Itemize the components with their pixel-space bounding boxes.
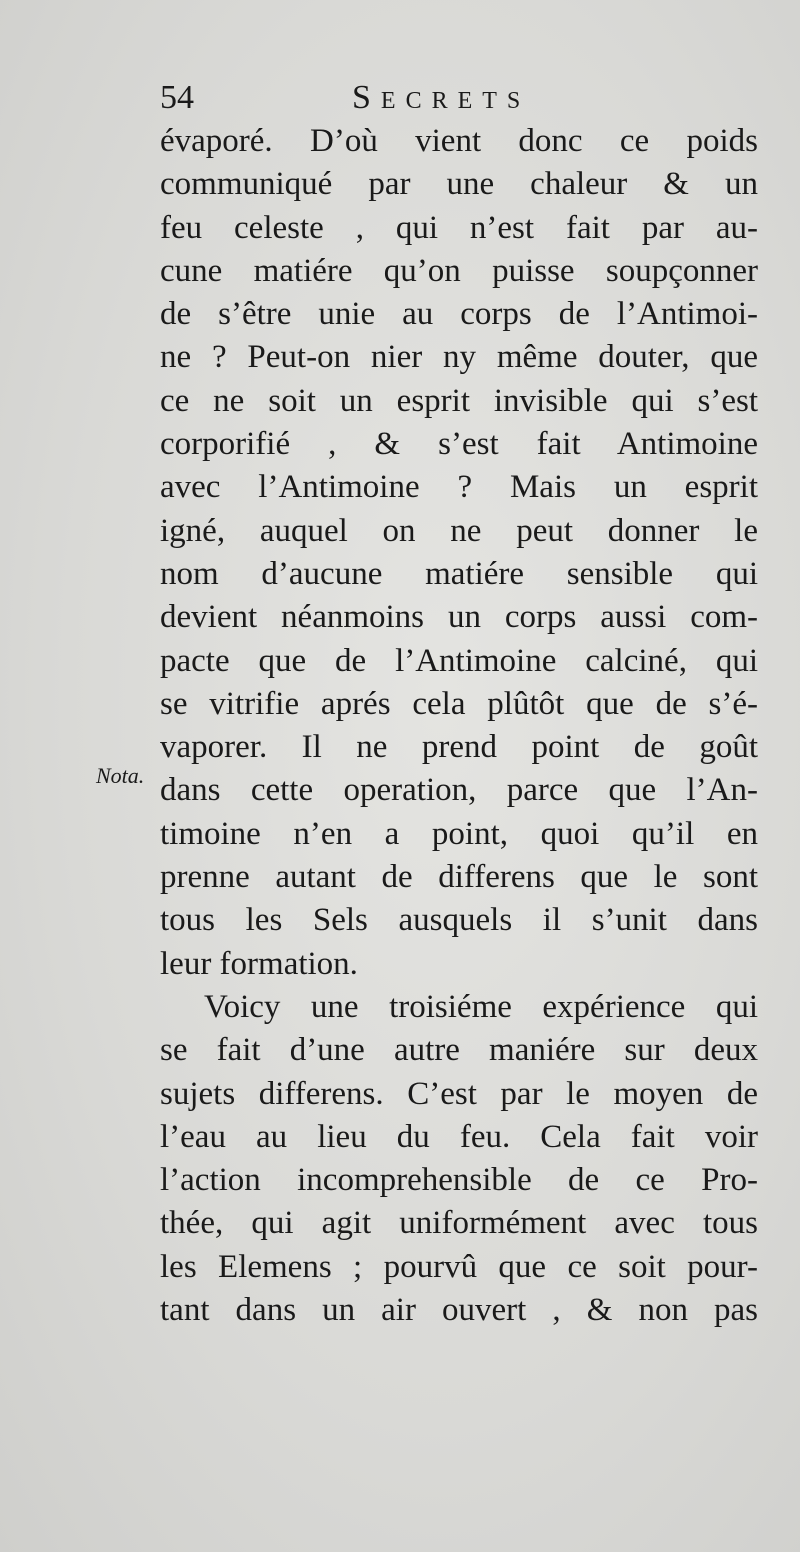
text-line: ce ne soit un esprit invisible qui s’est <box>160 382 758 419</box>
text-line: se fait d’une autre maniére sur deux <box>160 1032 758 1069</box>
text-line: corporifié , & s’est fait Antimoine <box>160 426 758 463</box>
text-line: vaporer. Il ne prend point de goût <box>160 729 758 766</box>
page-number: 54 <box>160 79 194 116</box>
text-line: tant dans un air ouvert , & non pas <box>160 1292 758 1329</box>
text-line: igné, auquel on ne peut donner le <box>160 512 758 549</box>
text-line: pacte que de l’Antimoine calciné, qui <box>160 642 758 679</box>
page-header <box>160 72 630 122</box>
text-line: communiqué par une chaleur & un <box>160 166 758 203</box>
text-line: prenne autant de differens que le sont <box>160 859 758 896</box>
text-line: évaporé. D’où vient donc ce poids <box>160 123 758 159</box>
text-line: se vitrifie aprés cela plûtôt que de s’é- <box>160 685 758 722</box>
text-line: devient néanmoins un corps aussi com- <box>160 599 758 636</box>
text-line: timoine n’en a point, quoi qu’il en <box>160 815 758 852</box>
text-line: l’action incomprehensible de ce Pro- <box>160 1162 758 1199</box>
running-head: Secrets <box>352 79 531 116</box>
text-line: dans cette operation, parce que l’An- <box>160 772 758 809</box>
text-line: thée, qui agit uniformément avec tous <box>160 1205 758 1242</box>
text-line: les Elemens ; pourvû que ce soit pour- <box>160 1248 758 1285</box>
text-line: avec l’Antimoine ? Mais un esprit <box>160 469 758 506</box>
margin-note: Nota. <box>96 763 145 788</box>
text-line: tous les Sels ausquels il s’unit dans <box>160 902 758 939</box>
text-line: l’eau au lieu du feu. Cela fait voir <box>160 1118 758 1155</box>
text-line-paragraph-end: leur formation. <box>160 945 358 982</box>
text-line: de s’être unie au corps de l’Antimoi- <box>160 296 758 333</box>
text-line: cune matiére qu’on puisse soupçonner <box>160 252 758 289</box>
text-line: sujets differens. C’est par le moyen de <box>160 1075 758 1112</box>
text-line: feu celeste , qui n’est fait par au- <box>160 209 758 246</box>
text-line: nom d’aucune matiére sensible qui <box>160 555 758 592</box>
text-line-paragraph-start: Voicy une troisiéme expérience qui <box>204 988 758 1025</box>
text-line: ne ? Peut-on nier ny même douter, que <box>160 339 758 376</box>
body-text <box>160 120 758 1332</box>
